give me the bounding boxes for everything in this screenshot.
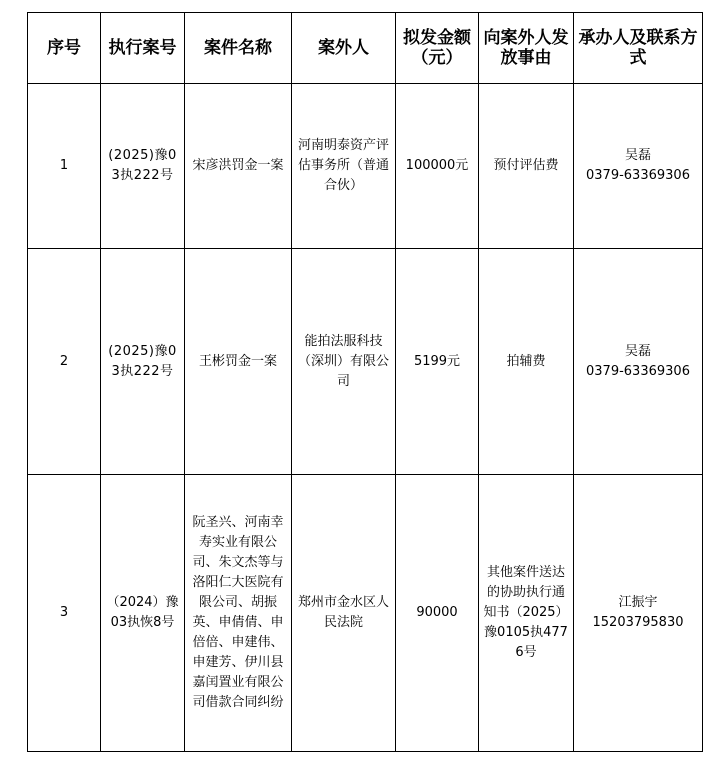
cell-amount: 100000元 bbox=[396, 84, 479, 249]
cell-amount: 5199元 bbox=[396, 249, 479, 475]
header-outsider: 案外人 bbox=[292, 13, 396, 84]
cell-contact bbox=[574, 84, 703, 249]
contact-name: 吴磊 bbox=[624, 148, 651, 163]
contact-phone: 0379-63369306 bbox=[586, 363, 690, 379]
payment-table bbox=[27, 12, 703, 752]
cell-contact bbox=[574, 249, 703, 475]
contact-name: 吴磊 bbox=[624, 343, 651, 359]
cell-case-no: (2025)豫03执222号 bbox=[101, 84, 185, 249]
cell-reason: 预付评估费 bbox=[479, 84, 574, 249]
cell-contact bbox=[574, 475, 703, 752]
header-case-no: 执行案号 bbox=[101, 13, 185, 84]
cell-case-no: （2024）豫03执恢8号 bbox=[101, 475, 185, 752]
table-row bbox=[28, 249, 703, 475]
cell-case-name: 阮圣兴、河南幸寿实业有限公司、朱文杰等与洛阳仁大医院有限公司、胡振英、申倩倩、申倍倍、申建伟、申建芳、伊川县嘉闰置业有限公司借款合同纠纷 bbox=[185, 475, 292, 752]
contact-name: 江振宇 bbox=[618, 595, 658, 610]
header-row bbox=[28, 13, 703, 84]
cell-amount: 90000 bbox=[396, 475, 479, 752]
cell-case-name: 王彬罚金一案 bbox=[185, 249, 292, 475]
header-reason: 向案外人发放事由 bbox=[479, 13, 574, 84]
header-amount: 拟发金额（元） bbox=[396, 13, 479, 84]
contact-phone: 15203795830 bbox=[592, 615, 684, 630]
header-seq: 序号 bbox=[28, 13, 101, 84]
cell-case-name: 宋彦洪罚金一案 bbox=[185, 84, 292, 249]
table-row bbox=[28, 84, 703, 249]
contact-phone: 0379-63369306 bbox=[586, 168, 690, 183]
header-contact: 承办人及联系方式 bbox=[574, 13, 703, 84]
cell-seq: 2 bbox=[28, 249, 101, 475]
header-case-name: 案件名称 bbox=[185, 13, 292, 84]
cell-seq: 1 bbox=[28, 84, 101, 249]
cell-seq: 3 bbox=[28, 475, 101, 752]
cell-reason: 其他案件送达的协助执行通知书（2025）豫0105执4776号 bbox=[479, 475, 574, 752]
cell-outsider: 郑州市金水区人民法院 bbox=[292, 475, 396, 752]
cell-case-no: (2025)豫03执222号 bbox=[101, 249, 185, 475]
cell-outsider: 河南明泰资产评估事务所（普通合伙） bbox=[292, 84, 396, 249]
cell-reason: 拍辅费 bbox=[479, 249, 574, 475]
table-row bbox=[28, 475, 703, 752]
cell-outsider: 能拍法服科技（深圳）有限公司 bbox=[292, 249, 396, 475]
